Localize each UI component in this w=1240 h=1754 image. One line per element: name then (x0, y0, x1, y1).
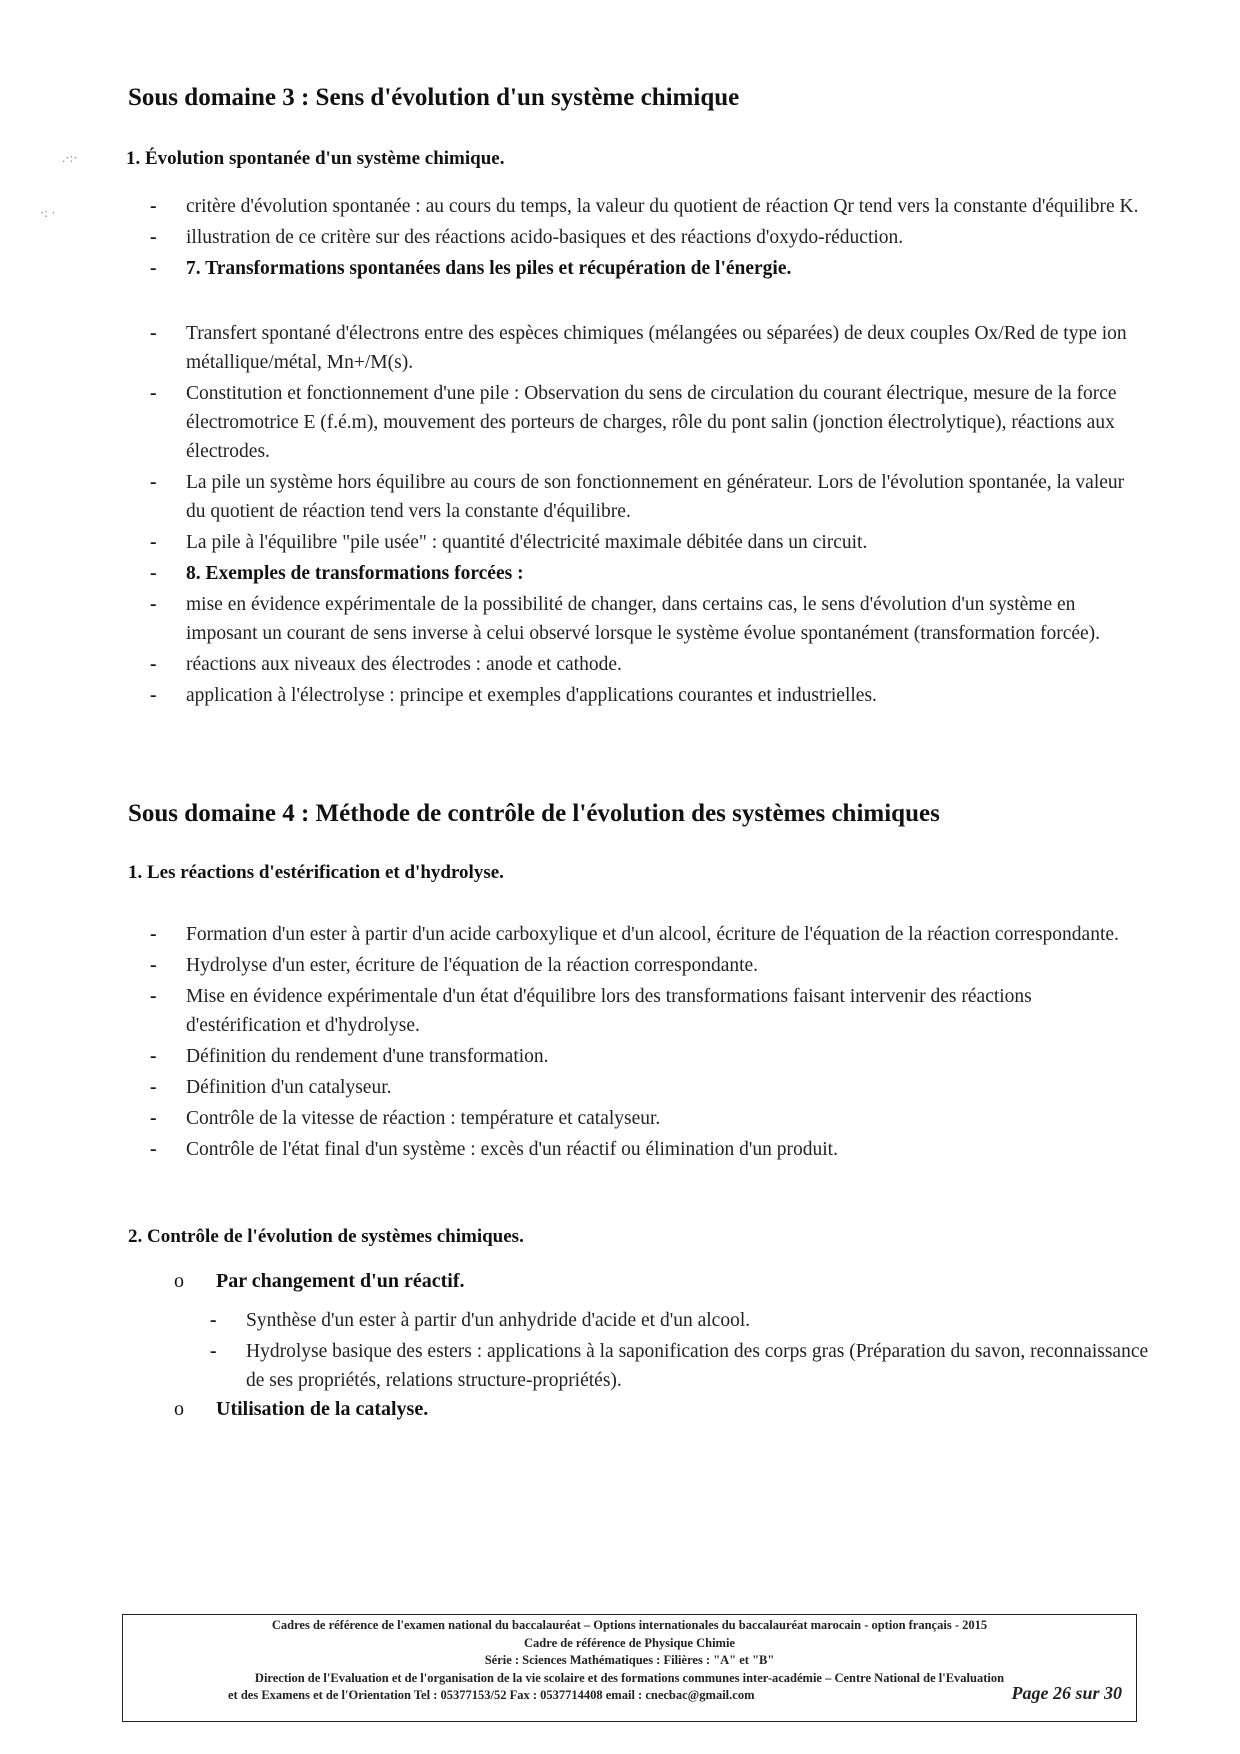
list-item: - Hydrolyse d'un ester, écriture de l'équation de la réaction correspondante. (150, 951, 1140, 980)
section4-title: Sous domaine 4 : Méthode de contrôle de l'évolution des systèmes chimiques (128, 800, 940, 827)
footer-line-3: Série : Sciences Mathématiques : Filières : "A" et "B" (484, 1653, 775, 1667)
list-item: - Constitution et fonctionnement d'une pile : Observation du sens de circulation du courant électrique, mesure de la force électromotrice E (f.é.m), mouvement des porteurs de charges, rôle du pont salin (jonction électrolytique), réactions aux électrodes. (150, 379, 1140, 466)
section4-sub1-heading: 1. Les réactions d'estérification et d'hydrolyse. (128, 862, 504, 883)
list-item: - illustration de ce critère sur des réactions acido-basiques et des réactions d'oxydo-réduction. (150, 223, 1140, 252)
list-item: - réactions aux niveaux des électrodes : anode et cathode. (150, 650, 1140, 679)
dash-bullet: - (150, 654, 157, 675)
bullet-catalyse: o Utilisation de la catalyse. (174, 1398, 429, 1420)
section3-items1-list (150, 192, 1140, 285)
list-item: - Hydrolyse basique des esters : applications à la saponification des corps gras (Préparation du savon, reconnaissance de ses propriétés, relations structure-propriétés). (210, 1337, 1150, 1395)
dash-bullet: - (150, 1046, 157, 1067)
list-item: - Définition d'un catalyseur. (150, 1073, 1140, 1102)
dash-bullet: - (150, 258, 157, 279)
section3-sub1-heading: 1. Évolution spontanée d'un système chimique. (126, 148, 505, 169)
list-item: - mise en évidence expérimentale de la possibilité de changer, dans certains cas, le sens d'évolution d'un système en imposant un courant de sens inverse à celui observé lorsque le système évolue spontanément (transformation forcée). (150, 590, 1140, 648)
dash-bullet: - (150, 986, 157, 1007)
section3-heading7: - 7. Transformations spontanées dans les piles et récupération de l'énergie. (150, 254, 1140, 283)
section4-items-a-list (210, 1306, 1150, 1397)
page-number: Page 26 sur 30 (1011, 1683, 1122, 1703)
dash-bullet: - (150, 532, 157, 553)
dash-bullet: - (150, 924, 157, 945)
dash-bullet: - (210, 1310, 217, 1331)
list-item: - application à l'électrolyse : principe et exemples d'applications courantes et industrielles. (150, 681, 1140, 710)
footer-line-5 (123, 1683, 1136, 1705)
dash-bullet: - (150, 563, 157, 584)
dash-bullet: - (150, 472, 157, 493)
section4-items1-list (150, 920, 1140, 1166)
dash-bullet: - (210, 1341, 217, 1362)
list-item: - Définition du rendement d'une transformation. (150, 1042, 1140, 1071)
section3-title: Sous domaine 3 : Sens d'évolution d'un système chimique (128, 84, 740, 111)
circle-bullet: o (174, 1398, 184, 1420)
dash-bullet: - (150, 685, 157, 706)
list-item: - critère d'évolution spontanée : au cours du temps, la valeur du quotient de réaction Qr tend vers la constante d'équilibre K. (150, 192, 1140, 221)
footer-contact: et des Examens et de l'Orientation Tel : 05377153/52 Fax : 0537714408 email : cnecbac@gmail.com (228, 1688, 755, 1702)
section3-items7-list (150, 319, 1140, 712)
list-item: - La pile à l'équilibre "pile usée" : quantité d'électricité maximale débitée dans un circuit. (150, 528, 1140, 557)
section3-heading8: - 8. Exemples de transformations forcées : (150, 559, 1140, 588)
dash-bullet: - (150, 955, 157, 976)
list-item: - Transfert spontané d'électrons entre des espèces chimiques (mélangées ou séparées) de deux couples Ox/Red de type ion métallique/métal, Mn+/M(s). (150, 319, 1140, 377)
circle-bullet: o (174, 1270, 184, 1292)
scan-artifact: .·:· (62, 150, 78, 165)
footer-line-1: Cadres de référence de l'examen national du baccalauréat – Options internationales du baccalauréat marocain - option français - 2015 (271, 1618, 988, 1632)
dash-bullet: - (150, 1139, 157, 1160)
scan-artifact: ·: · (40, 205, 56, 220)
list-item: - La pile un système hors équilibre au cours de son fonctionnement en générateur. Lors de l'évolution spontanée, la valeur du quotient de réaction tend vers la constante d'équilibre. (150, 468, 1140, 526)
dash-bullet: - (150, 1108, 157, 1129)
dash-bullet: - (150, 594, 157, 615)
dash-bullet: - (150, 383, 157, 404)
dash-bullet: - (150, 196, 157, 217)
list-item: - Synthèse d'un ester à partir d'un anhydride d'acide et d'un alcool. (210, 1306, 1150, 1335)
list-item: - Mise en évidence expérimentale d'un état d'équilibre lors des transformations faisant intervenir des réactions d'estérification et d'hydrolyse. (150, 982, 1140, 1040)
dash-bullet: - (150, 227, 157, 248)
section4-sub2-heading: 2. Contrôle de l'évolution de systèmes chimiques. (128, 1226, 524, 1247)
footer-line-2: Cadre de référence de Physique Chimie (524, 1635, 735, 1650)
list-item: - Contrôle de la vitesse de réaction : température et catalyseur. (150, 1104, 1140, 1133)
page-footer (122, 1614, 1137, 1722)
list-item: - Formation d'un ester à partir d'un acide carboxylique et d'un alcool, écriture de l'équation de la réaction correspondante. (150, 920, 1140, 949)
dash-bullet: - (150, 1077, 157, 1098)
dash-bullet: - (150, 323, 157, 344)
list-item: - Contrôle de l'état final d'un système : excès d'un réactif ou élimination d'un produit. (150, 1135, 1140, 1164)
footer-line-4: Direction de l'Evaluation et de l'organisation de la vie scolaire et des formations communes inter-académie – Centre National de l'Evaluation (254, 1670, 1005, 1685)
bullet-changement-reactif: o Par changement d'un réactif. (174, 1270, 465, 1292)
